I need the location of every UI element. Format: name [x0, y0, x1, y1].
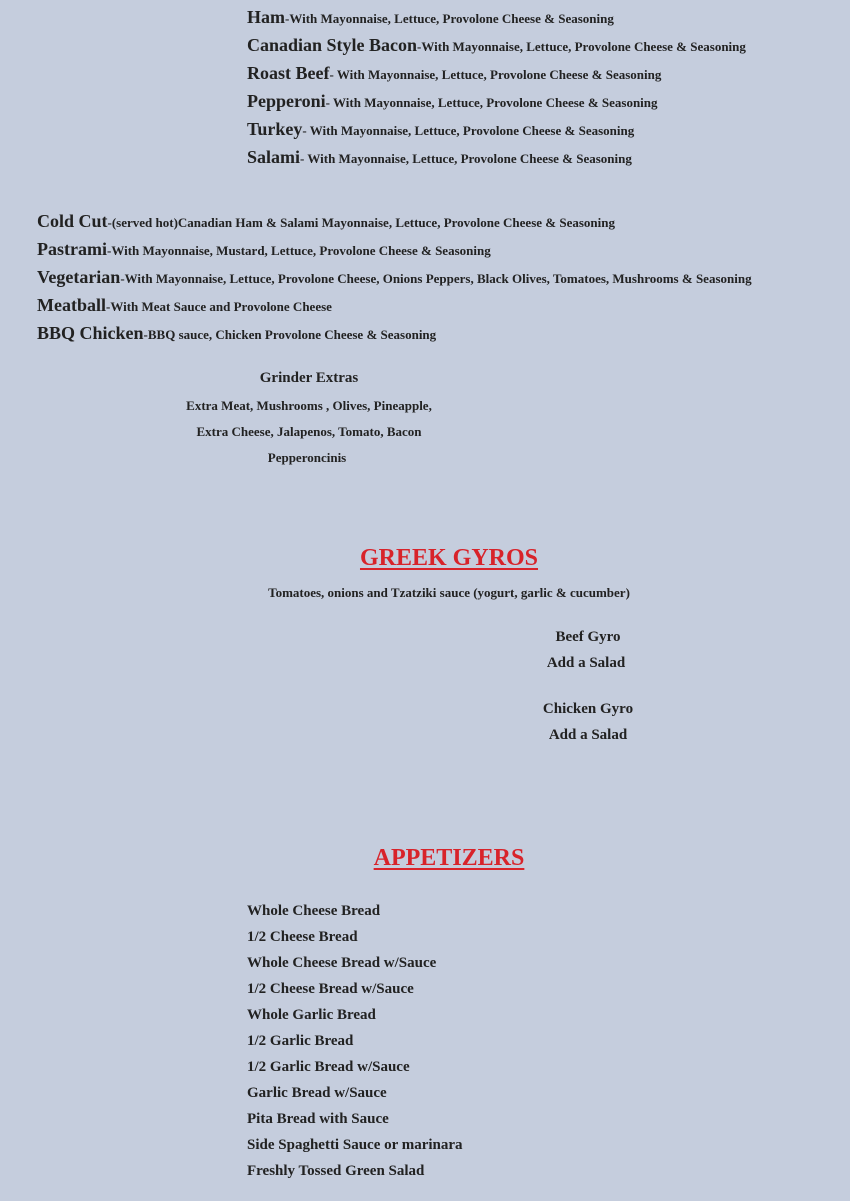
item-description: - With Mayonnaise, Lettuce, Provolone Cheese & Seasoning: [302, 123, 635, 138]
gyro-item-name: Beef Gyro: [555, 629, 621, 645]
menu-item: [37, 319, 436, 349]
item-name: Meatball: [37, 295, 106, 315]
item-name: Salami: [247, 147, 301, 167]
item-description: -(served hot)Canadian Ham & Salami Mayonnaise, Lettuce, Provolone Cheese & Seasoning: [107, 215, 615, 230]
gyro-item-option: Add a Salad: [548, 727, 628, 743]
appetizer-item: Whole Cheese Bread w/Sauce: [247, 955, 437, 971]
item-name: Roast Beef: [247, 63, 330, 83]
item-name: Pepperoni: [247, 91, 326, 111]
item-description: -With Mayonnaise, Lettuce, Provolone Cheese & Seasoning: [417, 39, 746, 54]
gyro-item-option: Add a Salad: [546, 655, 626, 671]
appetizer-item: Whole Garlic Bread: [247, 1007, 376, 1023]
item-description: -BBQ sauce, Chicken Provolone Cheese & Seasoning: [143, 327, 437, 342]
item-description: -With Mayonnaise, Mustard, Lettuce, Provolone Cheese & Seasoning: [106, 243, 491, 258]
item-description: - With Mayonnaise, Lettuce, Provolone Cheese & Seasoning: [300, 151, 632, 166]
menu-item: [247, 115, 634, 145]
item-name: Ham: [247, 7, 285, 27]
item-name: BBQ Chicken: [37, 323, 144, 343]
section-description: Tomatoes, onions and Tzatziki sauce (yogurt, garlic & cucumber): [268, 585, 630, 600]
menu-item: [37, 291, 332, 321]
item-description: - With Mayonnaise, Lettuce, Provolone Cheese & Seasoning: [325, 95, 658, 110]
menu-item: [37, 235, 491, 265]
gyro-item-name: Chicken Gyro: [542, 701, 634, 717]
item-description: -With Mayonnaise, Lettuce, Provolone Cheese, Onions Peppers, Black Olives, Tomatoes, Mushrooms & Seasoning: [120, 271, 752, 286]
menu-item: [247, 143, 632, 173]
appetizer-item: Garlic Bread w/Sauce: [247, 1085, 387, 1101]
appetizer-item: 1/2 Garlic Bread w/Sauce: [247, 1059, 410, 1075]
section-heading: APPETIZERS: [373, 845, 525, 871]
extras-line: Pepperoncinis: [267, 450, 347, 465]
menu-item: [37, 207, 615, 237]
appetizer-item: 1/2 Cheese Bread w/Sauce: [247, 981, 414, 997]
item-name: Turkey: [247, 119, 303, 139]
menu-item: [247, 59, 661, 89]
appetizer-item: Side Spaghetti Sauce or marinara: [247, 1137, 463, 1153]
appetizer-item: Pita Bread with Sauce: [247, 1111, 389, 1127]
section-heading: GREEK GYROS: [359, 545, 539, 571]
appetizer-item: Freshly Tossed Green Salad: [247, 1163, 425, 1179]
appetizer-item: 1/2 Cheese Bread: [247, 929, 358, 945]
item-name: Canadian Style Bacon: [247, 35, 418, 55]
menu-item: [247, 3, 614, 33]
appetizer-item: Whole Cheese Bread: [247, 903, 381, 919]
item-description: -With Meat Sauce and Provolone Cheese: [106, 299, 332, 314]
extras-title: Grinder Extras: [259, 370, 359, 386]
item-name: Vegetarian: [37, 267, 121, 287]
appetizer-item: 1/2 Garlic Bread: [247, 1033, 354, 1049]
menu-item: [247, 87, 658, 117]
item-name: Cold Cut: [37, 211, 108, 231]
menu-item: [247, 31, 746, 61]
item-name: Pastrami: [37, 239, 107, 259]
extras-line: Extra Meat, Mushrooms , Olives, Pineapple,: [186, 398, 432, 413]
item-description: - With Mayonnaise, Lettuce, Provolone Cheese & Seasoning: [329, 67, 662, 82]
item-description: -With Mayonnaise, Lettuce, Provolone Cheese & Seasoning: [285, 11, 614, 26]
menu-item: [37, 263, 752, 293]
extras-line: Extra Cheese, Jalapenos, Tomato, Bacon: [196, 424, 422, 439]
